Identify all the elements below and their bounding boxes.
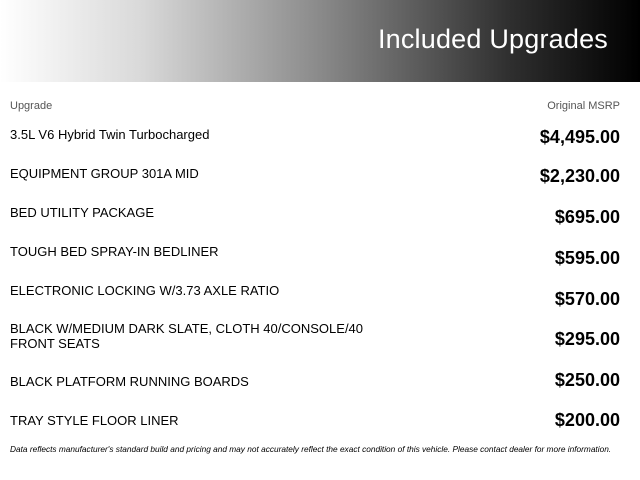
upgrade-price: $250.00 (554, 370, 620, 390)
upgrade-price: $295.00 (554, 329, 620, 349)
disclaimer-text: Data reflects manufacturer's standard build and pricing and may not accurately reflect the exact condition of this vehicle. Please contact dealer for more information. (10, 444, 612, 454)
upgrade-name: TRAY STYLE FLOOR LINER (10, 413, 179, 428)
upgrade-name: BLACK PLATFORM RUNNING BOARDS (10, 374, 249, 389)
upgrade-name: TOUGH BED SPRAY-IN BEDLINER (10, 244, 219, 259)
upgrade-price: $695.00 (554, 207, 620, 227)
upgrade-name: BED UTILITY PACKAGE (10, 205, 155, 220)
page-title: Included Upgrades (377, 24, 608, 54)
upgrade-price: $595.00 (554, 248, 620, 268)
upgrade-name: ELECTRONIC LOCKING W/3.73 AXLE RATIO (10, 283, 280, 298)
upgrade-name: EQUIPMENT GROUP 301A MID (10, 166, 199, 181)
upgrade-price: $200.00 (554, 410, 620, 430)
upgrade-price: $570.00 (554, 289, 620, 309)
upgrade-price: $4,495.00 (539, 127, 620, 147)
upgrade-name: BLACK W/MEDIUM DARK SLATE, CLOTH 40/CONSOLE/40 FRONT SEATS (10, 321, 364, 351)
upgrade-column-header: Upgrade (10, 100, 53, 112)
msrp-column-header: Original MSRP (547, 100, 620, 112)
upgrade-name: 3.5L V6 Hybrid Twin Turbocharged (10, 127, 210, 142)
header-banner (0, 0, 640, 82)
upgrade-price: $2,230.00 (539, 166, 620, 186)
